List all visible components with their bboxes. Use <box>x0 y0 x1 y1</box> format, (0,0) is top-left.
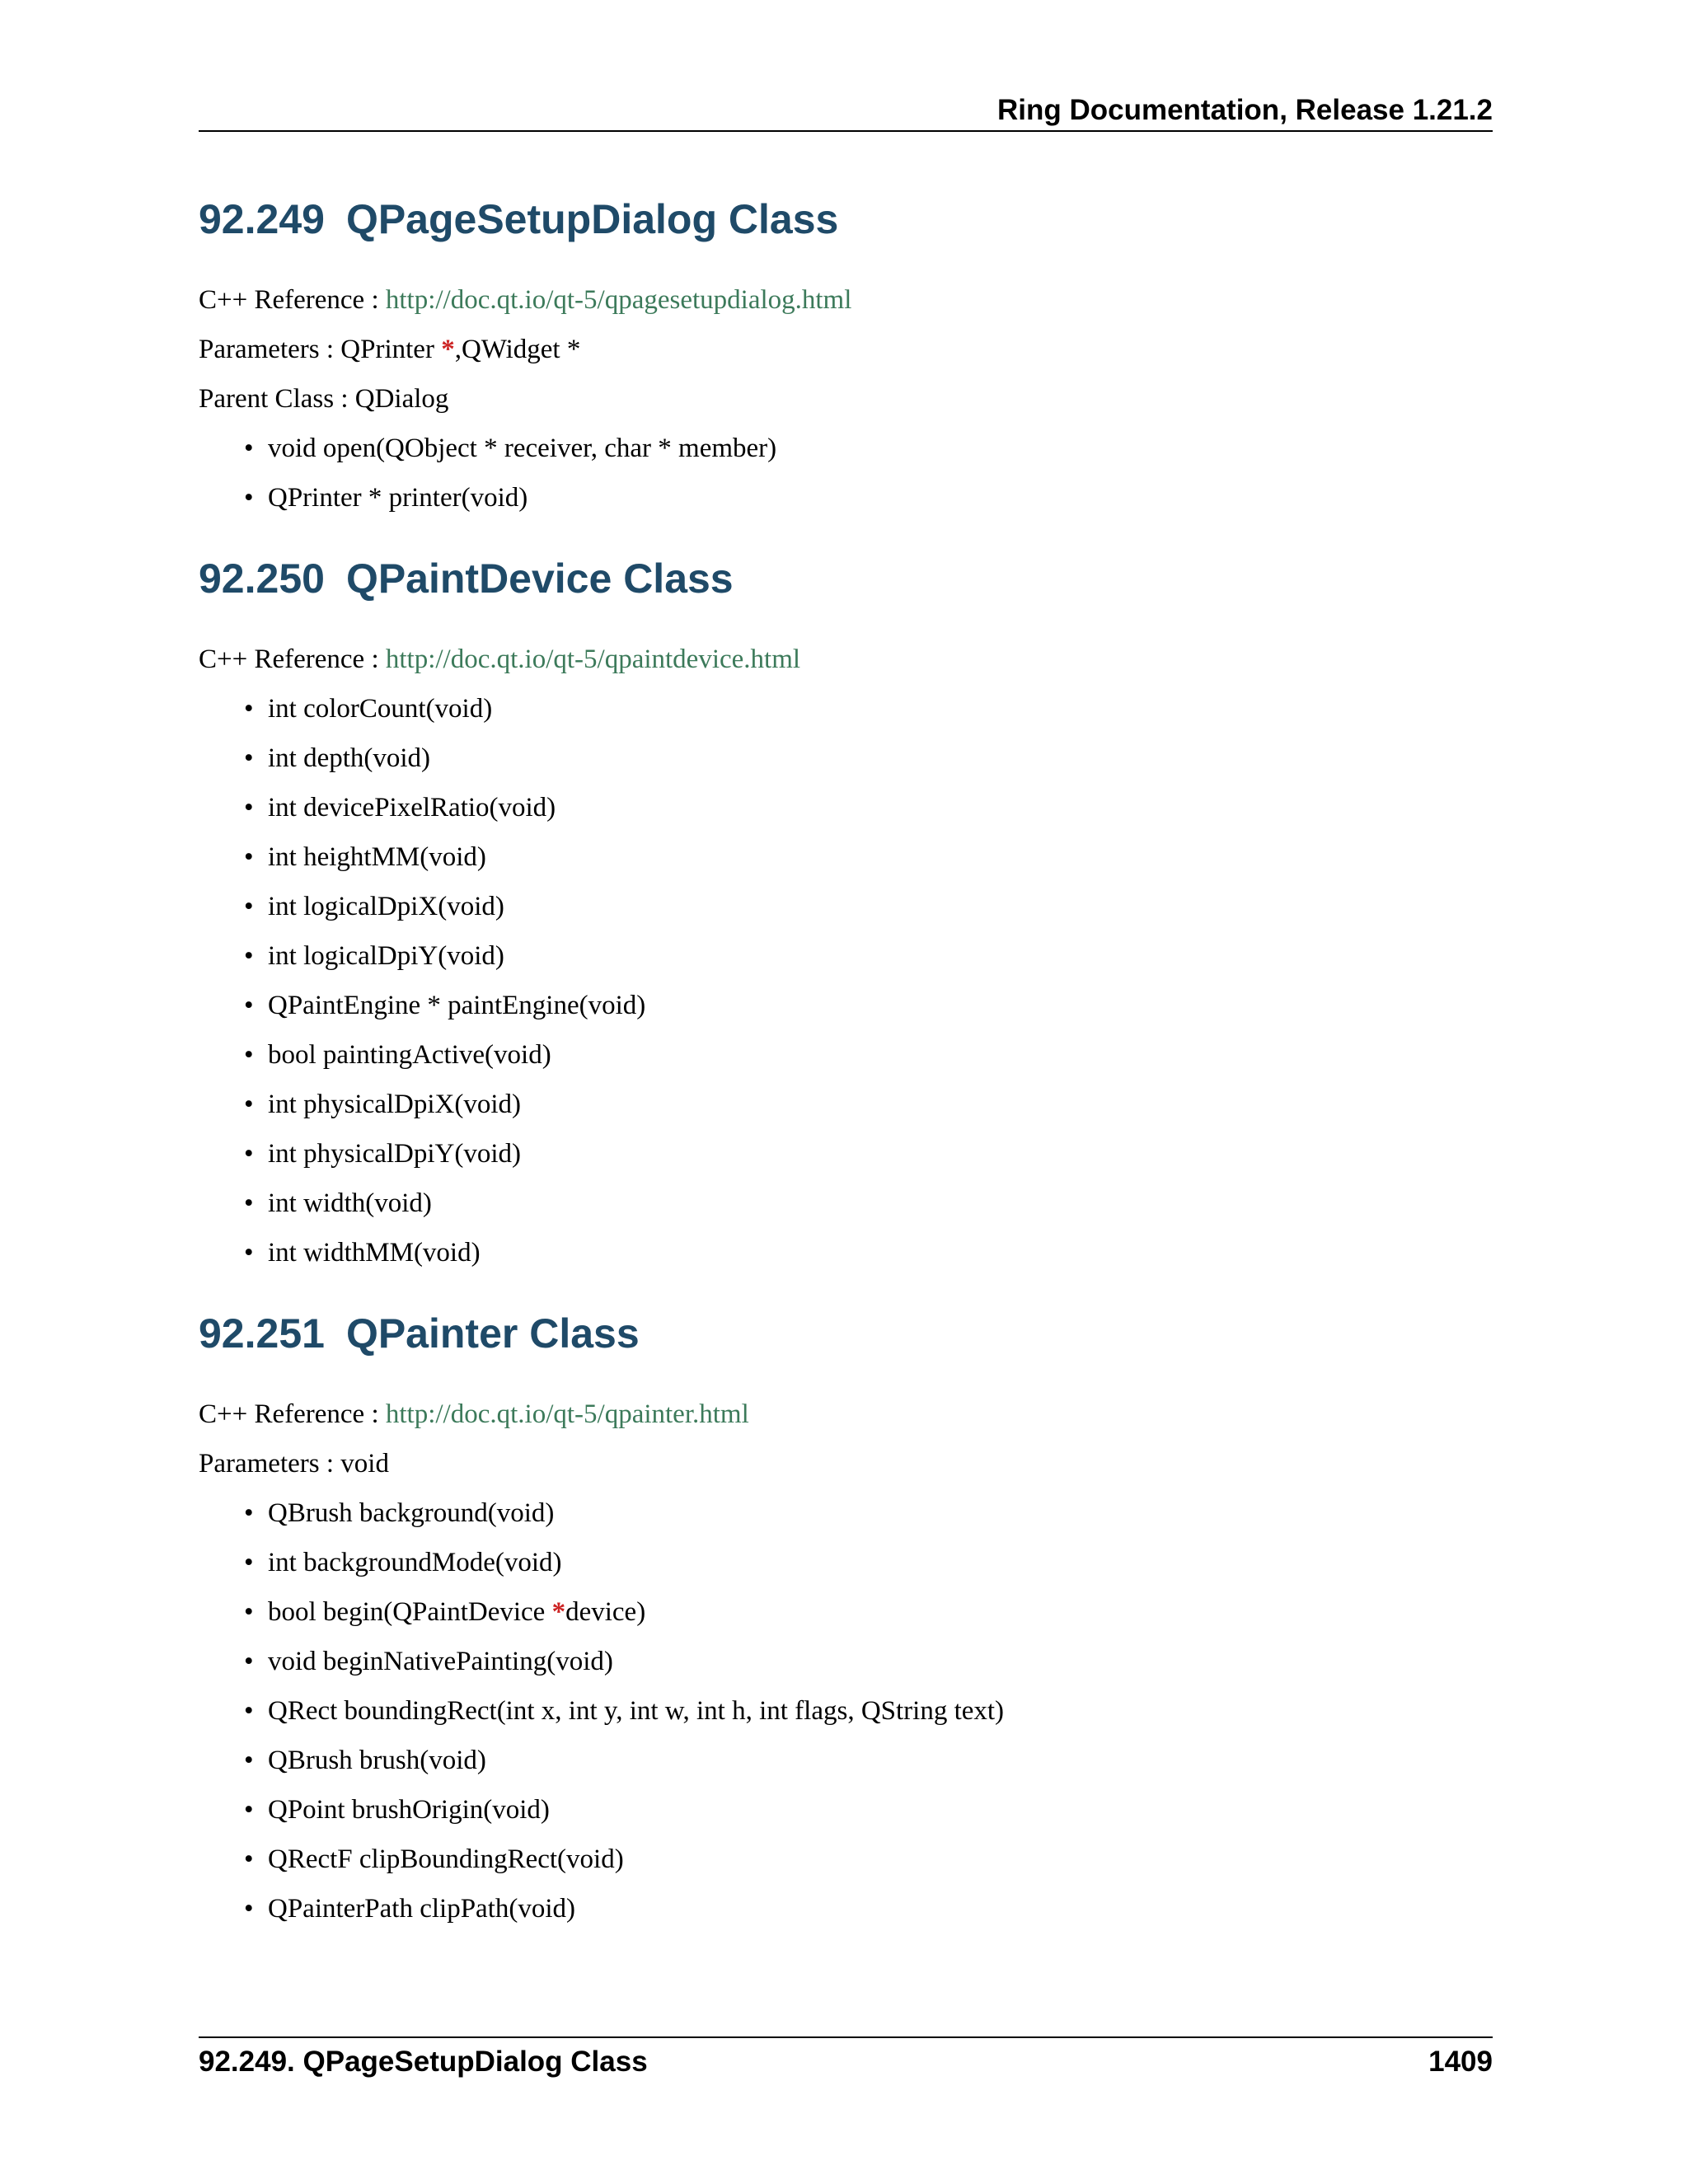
section-number: 92.250 <box>199 555 325 602</box>
bullet-icon: • <box>244 842 254 872</box>
section-qpaintdevice <box>199 546 1493 1277</box>
section-title: QPainter Class <box>345 1310 640 1357</box>
cpp-reference-link[interactable]: http://doc.qt.io/qt-5/qpagesetupdialog.html <box>385 285 852 315</box>
list-item: • QPrinter * printer(void) <box>268 473 1493 523</box>
list-item: • void open(QObject * receiver, char * member) <box>268 424 1493 473</box>
parameters-value: void <box>340 1449 389 1479</box>
cpp-reference-label: C++ Reference : <box>199 644 379 674</box>
list-item: • int logicalDpiX(void) <box>268 882 1493 931</box>
cpp-reference-link[interactable]: http://doc.qt.io/qt-5/qpainter.html <box>385 1399 749 1429</box>
cpp-reference-line <box>199 1390 1493 1439</box>
bullet-icon: • <box>244 1894 254 1924</box>
bullet-icon: • <box>244 1548 254 1577</box>
page-number: 1409 <box>1428 2046 1493 2078</box>
list-item: • bool begin(QPaintDevice *device) <box>268 1587 1493 1637</box>
bullet-icon: • <box>244 1090 254 1119</box>
section-heading <box>199 186 1493 252</box>
bullet-icon: • <box>244 743 254 773</box>
bullet-icon: • <box>244 1795 254 1825</box>
bullet-icon: • <box>244 1188 254 1218</box>
section-title: QPaintDevice Class <box>345 555 734 602</box>
parent-class-label: Parent Class : <box>199 384 349 414</box>
list-item: • int physicalDpiX(void) <box>268 1080 1493 1129</box>
section-heading <box>199 546 1493 612</box>
pointer-star: * <box>441 335 455 364</box>
list-item: • int colorCount(void) <box>268 684 1493 733</box>
running-footer <box>199 2041 1493 2083</box>
parameters-line <box>199 325 1493 374</box>
pointer-star: * <box>551 1597 566 1627</box>
section-title: QPageSetupDialog Class <box>345 196 839 242</box>
list-item: • QRect boundingRect(int x, int y, int w, int h, int flags, QString text) <box>268 1686 1493 1736</box>
bullet-icon: • <box>244 483 254 513</box>
bullet-icon: • <box>244 991 254 1020</box>
bullet-icon: • <box>244 1238 254 1268</box>
bullet-icon: • <box>244 694 254 724</box>
running-header: Ring Documentation, Release 1.21.2 <box>996 94 1493 126</box>
list-item: • QPoint brushOrigin(void) <box>268 1785 1493 1835</box>
bullet-icon: • <box>244 1696 254 1726</box>
list-item: • int width(void) <box>268 1179 1493 1228</box>
section-number: 92.251 <box>199 1310 325 1357</box>
list-item: • int logicalDpiY(void) <box>268 931 1493 981</box>
bullet-icon: • <box>244 1139 254 1169</box>
method-list <box>199 684 1493 1277</box>
list-item: • int depth(void) <box>268 733 1493 783</box>
cpp-reference-link[interactable]: http://doc.qt.io/qt-5/qpaintdevice.html <box>385 644 801 674</box>
list-item: • int backgroundMode(void) <box>268 1538 1493 1587</box>
bullet-icon: • <box>244 1647 254 1676</box>
list-item: • bool paintingActive(void) <box>268 1030 1493 1080</box>
cpp-reference-label: C++ Reference : <box>199 285 379 315</box>
bullet-icon: • <box>244 1040 254 1070</box>
cpp-reference-line <box>199 635 1493 684</box>
list-item: • int physicalDpiY(void) <box>268 1129 1493 1179</box>
footer-section-ref: 92.249. QPageSetupDialog Class <box>199 2046 648 2078</box>
bullet-icon: • <box>244 941 254 971</box>
footer-divider <box>199 2036 1493 2038</box>
section-number: 92.249 <box>199 196 325 242</box>
cpp-reference-line <box>199 275 1493 325</box>
list-item: • int devicePixelRatio(void) <box>268 783 1493 832</box>
method-list <box>199 1488 1493 1933</box>
parameters-value-start: QPrinter <box>340 335 442 364</box>
section-qpainter <box>199 1301 1493 1933</box>
parameters-value-end: ,QWidget * <box>454 335 581 364</box>
method-list <box>199 424 1493 523</box>
list-item: • QPainterPath clipPath(void) <box>268 1884 1493 1933</box>
section-heading <box>199 1301 1493 1366</box>
parent-class-value: QDialog <box>354 384 449 414</box>
list-item: • int heightMM(void) <box>268 832 1493 882</box>
list-item: • QBrush background(void) <box>268 1488 1493 1538</box>
list-item: • QRectF clipBoundingRect(void) <box>268 1835 1493 1884</box>
bullet-icon: • <box>244 1844 254 1874</box>
list-item: • void beginNativePainting(void) <box>268 1637 1493 1686</box>
bullet-icon: • <box>244 434 254 463</box>
bullet-icon: • <box>244 1498 254 1528</box>
list-item: • QPaintEngine * paintEngine(void) <box>268 981 1493 1030</box>
bullet-icon: • <box>244 1597 254 1627</box>
bullet-icon: • <box>244 793 254 823</box>
parent-class-line <box>199 374 1493 424</box>
page-content <box>199 186 1493 1933</box>
section-qpagesetupdialog <box>199 186 1493 523</box>
list-item: • int widthMM(void) <box>268 1228 1493 1277</box>
parameters-line <box>199 1439 1493 1488</box>
cpp-reference-label: C++ Reference : <box>199 1399 379 1429</box>
list-item: • QBrush brush(void) <box>268 1736 1493 1785</box>
parameters-label: Parameters : <box>199 1449 335 1479</box>
bullet-icon: • <box>244 892 254 921</box>
parameters-label: Parameters : <box>199 335 335 364</box>
bullet-icon: • <box>244 1746 254 1775</box>
header-divider <box>199 130 1493 132</box>
